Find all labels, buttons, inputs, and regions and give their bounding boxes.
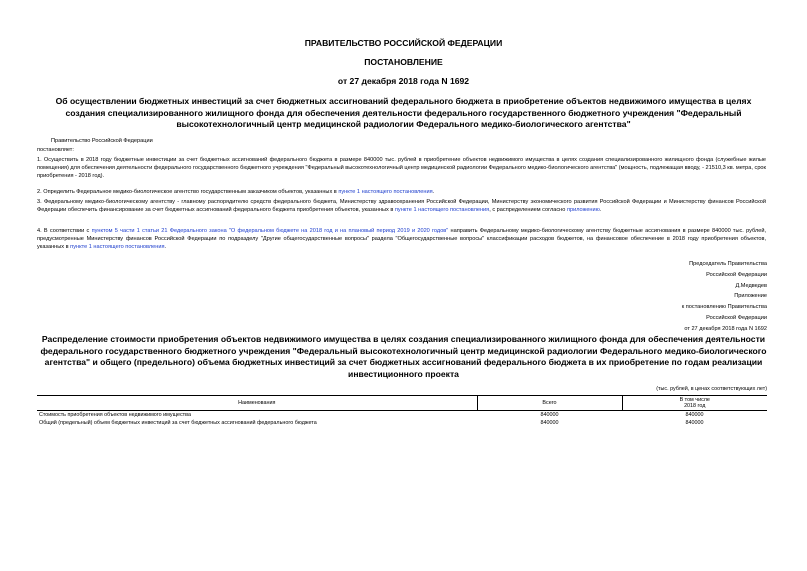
link-point-1[interactable]: пункте 1 настоящего постановления [70, 244, 165, 251]
paragraph-2 [37, 188, 766, 196]
link-point-1[interactable]: пункте 1 настоящего постановления [338, 189, 433, 195]
paragraph-3-text: 3. Федеральному медико-биологическому агентству - главному распорядителю средств федерального бюджета, Министерству здравоохранения Российской Федерации, Министерству экономического развития Российской Федерации и Министерству финансов Российской Федерации обеспечить финансирование за счет бюджетных ассигнований федерального бюджета приобретения объектов, указанных в [37, 199, 766, 214]
paragraph-2-end: . [432, 189, 435, 195]
row-total: 840000 [540, 412, 559, 418]
row-name: Стоимость приобретения объектов недвижимого имущества [39, 412, 191, 418]
row-2018: 840000 [685, 412, 704, 418]
row-2018: 840000 [685, 420, 704, 426]
paragraph-4-end: . [164, 244, 167, 251]
column-header-including-label: В том числе [679, 397, 710, 403]
distribution-table [37, 395, 767, 427]
decrees-line: постановляет: [37, 147, 74, 153]
appendix-ref-3: от 27 декабря 2018 года N 1692 [684, 325, 767, 332]
paragraph-4-mid: направить Федеральному медико-биологическому агентству бюджетные ассигнования в размере 840000 тыс. рублей, предусмотренные Министерству финансов Российской Федерации по подразделу "Другие общегосударственные вопросы" раздела "Общегосударственные вопросы" классификации расходов бюджетов, на финансовое обеспечение в 2018 году приобретения объектов, указанных в [37, 228, 767, 251]
signature-name: Д.Медведев [735, 282, 767, 289]
link-federal-law[interactable]: пунктом 5 части 1 статьи 21 Федерального закона "О федеральном бюджете на 2018 год и на плановый период 2019 и 2020 годов" [91, 228, 449, 234]
document-type: ПОСТАНОВЛЕНИЕ [364, 57, 443, 67]
row-name: Общий (предельный) объем бюджетных инвестиций за счет бюджетных ассигнований федерального бюджета [39, 420, 317, 426]
paragraph-1: 1. Осуществить в 2018 году бюджетные инвестиции за счет бюджетных ассигнований федерального бюджета в размере 840000 тыс. рублей в приобретение объектов недвижимого имущества в целях создания специализированного жилищного фонда (служебные жилые помещения) для обеспечения деятельности федерального государственного бюджетного учреждения "Федеральный высокотехнологичный центр медицинской радиологии Федерального медико-биологического агентства" (мощность, подлежащая вводу, - 21510,3 кв. метра, срок приобретения - 2018 год). [37, 157, 766, 180]
column-header-name: Наименования [37, 396, 477, 411]
signature-position: Председатель Правительства [689, 261, 767, 267]
table-header-row [37, 396, 767, 411]
document-heading: Об осуществлении бюджетных инвестиций за счет бюджетных ассигнований федерального бюджета в приобретение объектов недвижимого имущества в целях создания специализированного жилищного фонда для обеспечения деятельности федерального государственного бюджетного учреждения "Федеральный высокотехнологичный центр медицинской радиологии Федерального медико-биологического агентства" [55, 96, 752, 129]
appendix-heading: Распределение стоимости приобретения объектов недвижимого имущества в целях создания специализированного жилищного фонда для обеспечения деятельности федерального государственного бюджетного учреждения "Федеральный высокотехнологичный центр медицинской радиологии Федерального медико-биологического агентства" и общего (предельного) объема бюджетных инвестиций за счет бюджетных ассигнований федерального бюджета в их приобретение по годам реализации инвестиционного проекта [40, 334, 767, 379]
paragraph-3-end: . [599, 207, 602, 214]
link-point-1[interactable]: пункте 1 настоящего постановления [394, 207, 490, 214]
paragraph-2-text: 2. Определить Федеральное медико-биологическое агентство государственным заказчиком объектов, указанных в [37, 189, 339, 195]
table-row [37, 419, 767, 427]
paragraph-4-text: 4. В соответствии с [37, 228, 92, 234]
paragraph-3-mid: , с распределением согласно [489, 207, 567, 214]
table-units: (тыс. рублей, в ценах соответствующих лет) [656, 386, 767, 392]
paragraph-4 [37, 227, 766, 251]
appendix-ref-2: Российской Федерации [706, 314, 767, 321]
column-header-total: Всего [477, 396, 622, 411]
table-row [37, 411, 767, 420]
government-line: Правительство Российской Федерации [51, 138, 153, 144]
signature-block [682, 259, 767, 335]
appendix-label: Приложение [734, 293, 767, 300]
paragraph-3 [37, 198, 766, 214]
link-appendix[interactable]: приложению [566, 207, 600, 214]
document-date-number: от 27 декабря 2018 года N 1692 [337, 76, 470, 86]
column-header-year: 2018 год [684, 403, 706, 409]
appendix-ref-1: к постановлению Правительства [681, 304, 767, 311]
column-header-including [622, 396, 767, 411]
row-total: 840000 [540, 420, 559, 426]
signature-country: Российской Федерации [706, 271, 767, 278]
government-title: ПРАВИТЕЛЬСТВО РОССИЙСКОЙ ФЕДЕРАЦИИ [304, 38, 503, 48]
